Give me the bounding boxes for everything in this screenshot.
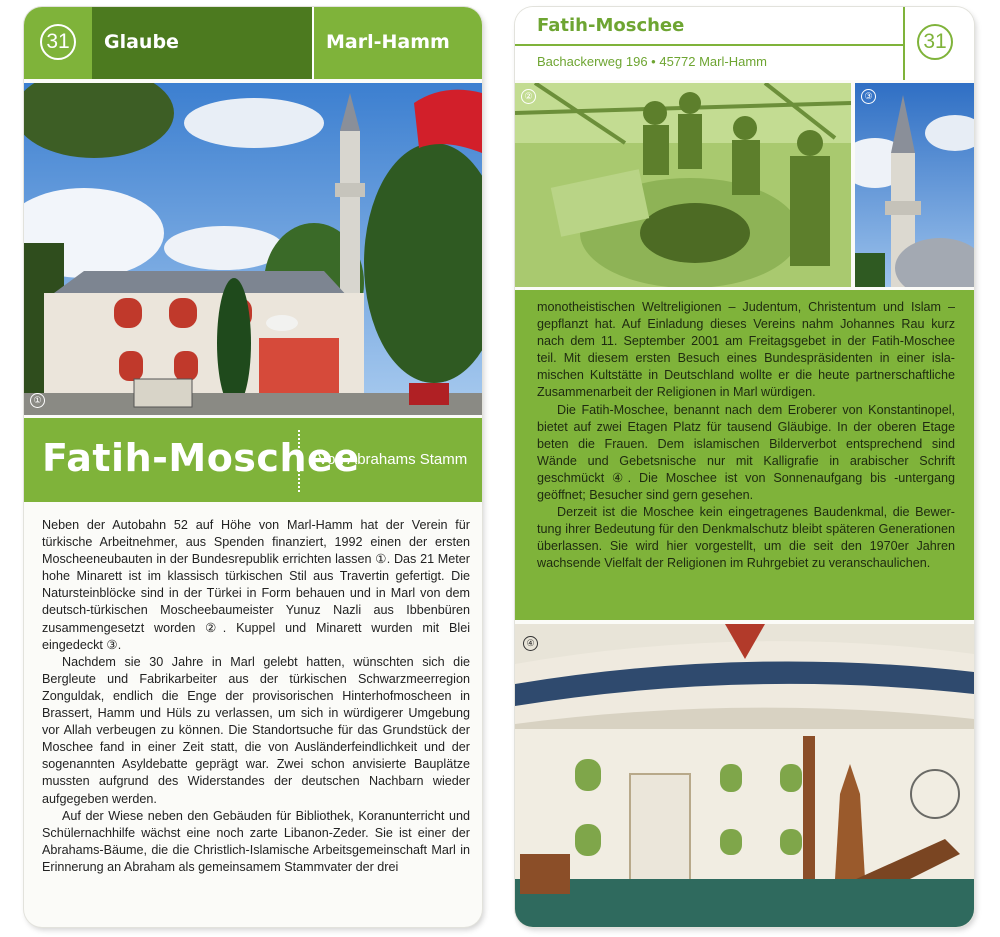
category-label: Glaube [104, 31, 179, 53]
paragraph: Derzeit ist die Moschee kein eingetragenes Baudenkmal, die Bewertung ihrer Bedeutung für den Denkmalschutz bleibt späteren Generationen überlassen. Sie wird hier vorgestellt, um die seit den 1970er Jahren wachsende Vielfalt der Religionen im Ruhrgebiet zu veranschaulichen. [537, 505, 955, 571]
paragraph: Nachdem sie 30 Jahre in Marl gelebt hatten, wünschten sich die Bergleute und Fabrikarbeiter aus der türkischen Schwarzmeerregion Zonguldak, endlich die Enge der provisorischen Hinterhofmoscheen in Brassert, Hamm und Hüls zu verlassen, um sich in würdigerer Umgebung vor Allah verbeugen zu können. Die Standortsuche für das Grundstück der Moschee fand in einer Zeit statt, die von Ausländerfeindlichkeit und der sogenannten Asyldebatte geprägt war. Zwei schon anvisierte Bauplätze mussten aufgrund des Widerstandes der deutschen Nachbarn wieder aufgegeben werden. [42, 654, 470, 806]
photo-number-1: ① [30, 393, 45, 408]
left-page-card [24, 7, 482, 927]
mosque-interior-photo [515, 624, 974, 927]
address: Bachackerweg 196 • 45772 Marl-Hamm [537, 54, 767, 69]
right-title: Fatih-Moschee [537, 15, 685, 36]
left-header [24, 7, 482, 79]
entry-number-badge: 31 [40, 24, 76, 60]
left-body-text [42, 517, 470, 876]
title-bar [24, 418, 482, 502]
construction-photo [515, 83, 851, 287]
page-title: Fatih-Moschee [42, 436, 360, 480]
photo-number-2: ② [521, 89, 536, 104]
right-header [515, 7, 974, 80]
photo-number-4: ④ [523, 636, 538, 651]
location-label: Marl-Hamm [326, 31, 450, 53]
page-subtitle: Von Abrahams Stamm [318, 451, 468, 468]
entry-number-badge: 31 [917, 24, 953, 60]
paragraph: Die Fatih-Moschee, benannt nach dem Eroberer von Konstantinopel, bietet auf zwei Etagen Platz für tausend Gläubige. In der oberen Etage beten die Frauen. Dem islamischen Bilderverbot entsprechend sind Wände und Gebetsnische nur mit Kalligrafie in arabischer Schrift geschmückt ④. Die Moschee ist von Sonnenaufgang bis -untergang geöffnet; Besucher sind gern gesehen. [537, 402, 955, 503]
paragraph: Auf der Wiese neben den Gebäuden für Bibliothek, Koranunterricht und Schülernachhilfe wächst eine noch zarte Libanon-Zeder. Sie ist einer der Abrahams-Bäume, die die Christlich-Islamische Arbeitsgemeinschaft Marl in Erinnerung an Abraham als gemeinsamem Stammvater der drei [42, 808, 470, 874]
mosque-exterior-photo [24, 83, 482, 415]
paragraph: Neben der Autobahn 52 auf Höhe von Marl-Hamm hat der Verein für türkische Arbeitnehmer, aus Spenden finanziert, 1992 einen der ersten Moscheeneubauten in der Bundesrepublik errichten lassen ①. Das 21 Meter hohe Minarett ist im klassisch türkischen Stil aus Travertin gefertigt. Die Natursteinblöcke sind in der Türkei in Form behauen und in Marl von dem deutsch-türkischen Moscheebaumeister Yunuz Nazli aus Ibbenbüren zusammengesetzt worden ②. Kuppel und Minarett wurden mit Blei eingedeckt ③. [42, 518, 470, 652]
right-page-card [515, 7, 974, 927]
right-body-panel [515, 290, 974, 620]
paragraph: monotheistischen Weltreligionen – Judentum, Christentum und Islam – gepflanzt hat. Auf Einladung dieses Vereins nahm Johannes Rau kurz nach dem 11. September 2001 am Freitagsgebet in der Fatih-Moschee teil. Mit diesem ersten Besuch eines Bundespräsidenten in einer islamischen Kultstätte in Deutschland wollte er die heute partnerschaftliche Zusammenarbeit der Religionen in Marl würdigen. [537, 300, 955, 400]
right-body-text [537, 299, 955, 573]
minaret-photo [855, 83, 974, 287]
photo-number-3: ③ [861, 89, 876, 104]
